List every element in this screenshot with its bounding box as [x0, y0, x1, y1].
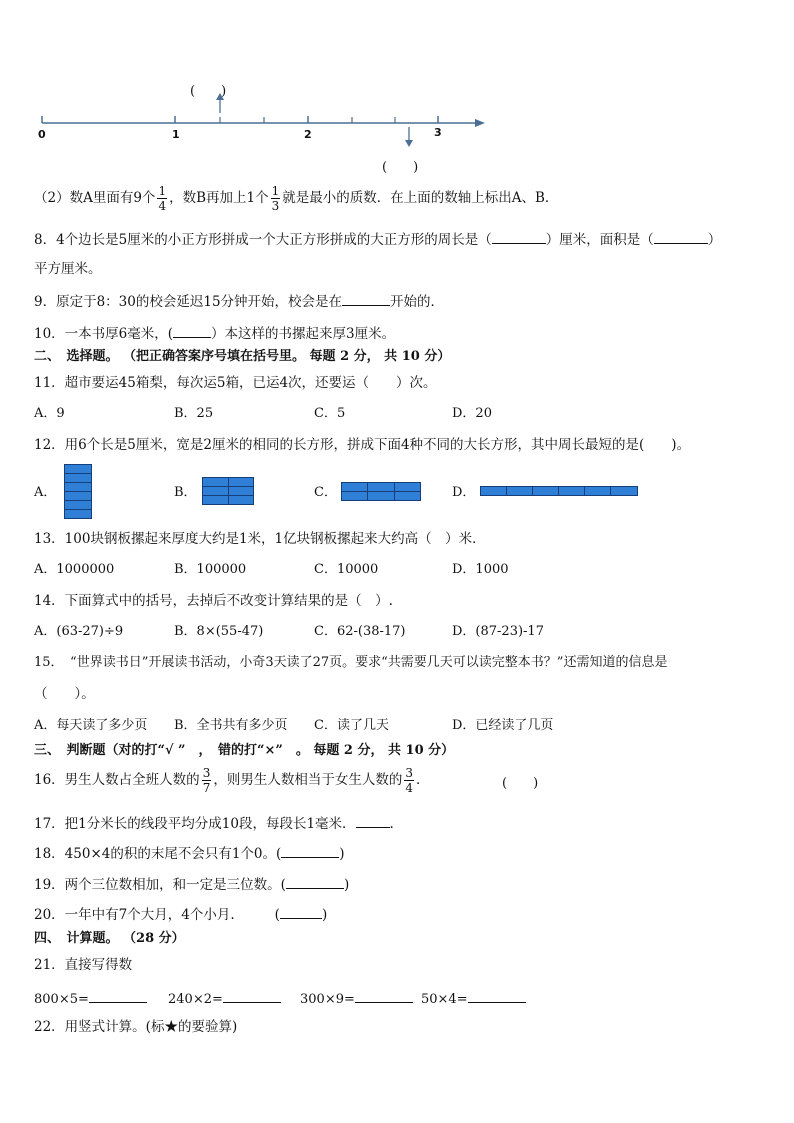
question-14: 14．下面算式中的括号，去掉后不改变计算结果的是（ ）. — [34, 593, 393, 609]
rectangle-figure-b — [202, 477, 254, 505]
question-19: 19．两个三位数相加，和一定是三位数。( ) — [34, 874, 349, 894]
option-b[interactable]: B．100000 — [174, 562, 247, 577]
rectangle-figure-d — [480, 486, 638, 496]
question-7-part-2: （2）数A里面有9个 $\frac{1}{4}$ ，数B再加上1个 $\frac{1}{3}$ 就是最小的质数．在上面的数轴上标出A、B． — [34, 184, 559, 213]
mental-math-item: 300×9= — [300, 988, 413, 1009]
question-10: 10．一本书厚6毫米，( ）本这样的书摞起来厚3厘米。 — [34, 323, 395, 343]
mental-math-item: 800×5= — [34, 988, 147, 1009]
option-d[interactable]: D．已经读了几页 — [452, 718, 554, 733]
option-b[interactable]: B．25 — [174, 406, 214, 421]
section-3-heading: 三、 判断题（对的打“√ ” ， 错的打“×” 。 每题 2 分， 共 10 分） — [34, 743, 455, 758]
question-11: 11．超市要运45箱梨，每次运5箱，已运4次，还要运（ ）次。 — [34, 375, 437, 391]
tick-label-1: 1 — [172, 128, 180, 141]
question-13: 13．100块钢板摞起来厚度大约是1米，1亿块钢板摞起来大约高（ ）米． — [34, 531, 486, 547]
answer-blank[interactable] — [356, 813, 390, 828]
question-20: 20．一年中有7个大月，4个小月. ( ) — [34, 904, 327, 924]
option-d[interactable]: D．(87-23)-17 — [452, 624, 544, 639]
mental-math-item: 240×2= — [168, 988, 281, 1009]
option-d[interactable]: D． — [452, 485, 476, 500]
question-9: 9．原定于8：30的校会延迟15分钟开始，校会是在 开始的． — [34, 291, 444, 311]
question-12: 12．用6个长是5厘米，宽是2厘米的相同的长方形，拼成下面4种不同的大长方形，其中周长最短的是( )。 — [34, 437, 691, 453]
section-2-heading: 二、 选择题。 （把正确答案序号填在括号里。 每题 2 分， 共 10 分） — [34, 349, 451, 364]
option-c[interactable]: C．10000 — [314, 562, 379, 577]
question-15: 15． “世界读书日”开展读书活动，小奇3天读了27页。要求“共需要几天可以读完整本书？”还需知道的信息是 — [34, 655, 668, 670]
answer-blank[interactable] — [492, 229, 546, 244]
option-d[interactable]: D．1000 — [452, 562, 509, 577]
tick-label-0: 0 — [38, 128, 46, 141]
fraction-three-quarters: $\frac{3}{4}$ — [405, 766, 413, 795]
answer-blank[interactable] — [89, 988, 147, 1003]
option-d[interactable]: D．20 — [452, 406, 492, 421]
answer-blank[interactable] — [223, 988, 281, 1003]
rectangle-figure-a — [64, 464, 92, 518]
section-4-heading: 四、 计算题。 （28 分） — [34, 931, 185, 946]
fraction-one-third: $\frac{1}{3}$ — [271, 184, 280, 213]
option-a[interactable]: A． — [34, 485, 57, 500]
option-a[interactable]: A．9 — [34, 406, 65, 421]
option-a[interactable]: A．(63-27)÷9 — [34, 624, 124, 639]
question-8-line-2: 平方厘米。 — [34, 261, 102, 277]
number-line-bottom-blank[interactable]: ( ) — [382, 160, 419, 175]
question-22: 22．用竖式计算。(标★的要验算) — [34, 1019, 238, 1035]
mental-math-item: 50×4= — [421, 988, 526, 1009]
question-16: 16．男生人数占全班人数的 $\frac{3}{7}$ ，则男生人数相当于女生人数的 $\frac{3}{4}$ ． — [34, 766, 430, 795]
option-c[interactable]: C．5 — [314, 406, 346, 421]
answer-blank[interactable] — [468, 988, 526, 1003]
number-line-top-blank[interactable]: ( ) — [190, 84, 227, 99]
question-18: 18．450×4的积的末尾不会只有1个0。( ) — [34, 843, 345, 863]
fraction-three-sevenths: $\frac{3}{7}$ — [202, 766, 211, 795]
answer-blank[interactable] — [173, 323, 211, 338]
option-c[interactable]: C．读了几天 — [314, 718, 389, 733]
question-8: 8．4个边长是5厘米的小正方形拼成一个大正方形拼成的大正方形的周长是（ ）厘米，面积是（ ） — [34, 229, 721, 249]
option-a[interactable]: A．1000000 — [34, 562, 115, 577]
rectangle-figure-c — [341, 482, 421, 501]
answer-blank[interactable]: ( ) — [502, 776, 539, 791]
question-17: 17．把1分米长的线段平均分成10段，每段长1毫米． . — [34, 813, 394, 833]
option-b[interactable]: B．8×(55-47) — [174, 624, 264, 639]
option-a[interactable]: A．每天读了多少页 — [34, 718, 148, 733]
answer-blank[interactable] — [286, 874, 344, 889]
answer-blank[interactable] — [281, 843, 339, 858]
answer-blank[interactable] — [342, 291, 390, 306]
answer-blank[interactable] — [355, 988, 413, 1003]
fraction-one-quarter: $\frac{1}{4}$ — [158, 184, 167, 213]
tick-label-3: 3 — [434, 126, 442, 139]
question-15-line-2: （ ）。 — [34, 686, 95, 702]
answer-blank[interactable] — [280, 904, 322, 919]
answer-blank[interactable] — [654, 229, 708, 244]
option-b[interactable]: B．全书共有多少页 — [174, 718, 288, 733]
option-c[interactable]: C． — [314, 485, 337, 500]
number-line — [30, 78, 500, 158]
option-c[interactable]: C．62-(38-17) — [314, 624, 406, 639]
question-21: 21．直接写得数 — [34, 957, 133, 973]
option-b[interactable]: B． — [174, 485, 197, 500]
tick-label-2: 2 — [304, 128, 312, 141]
